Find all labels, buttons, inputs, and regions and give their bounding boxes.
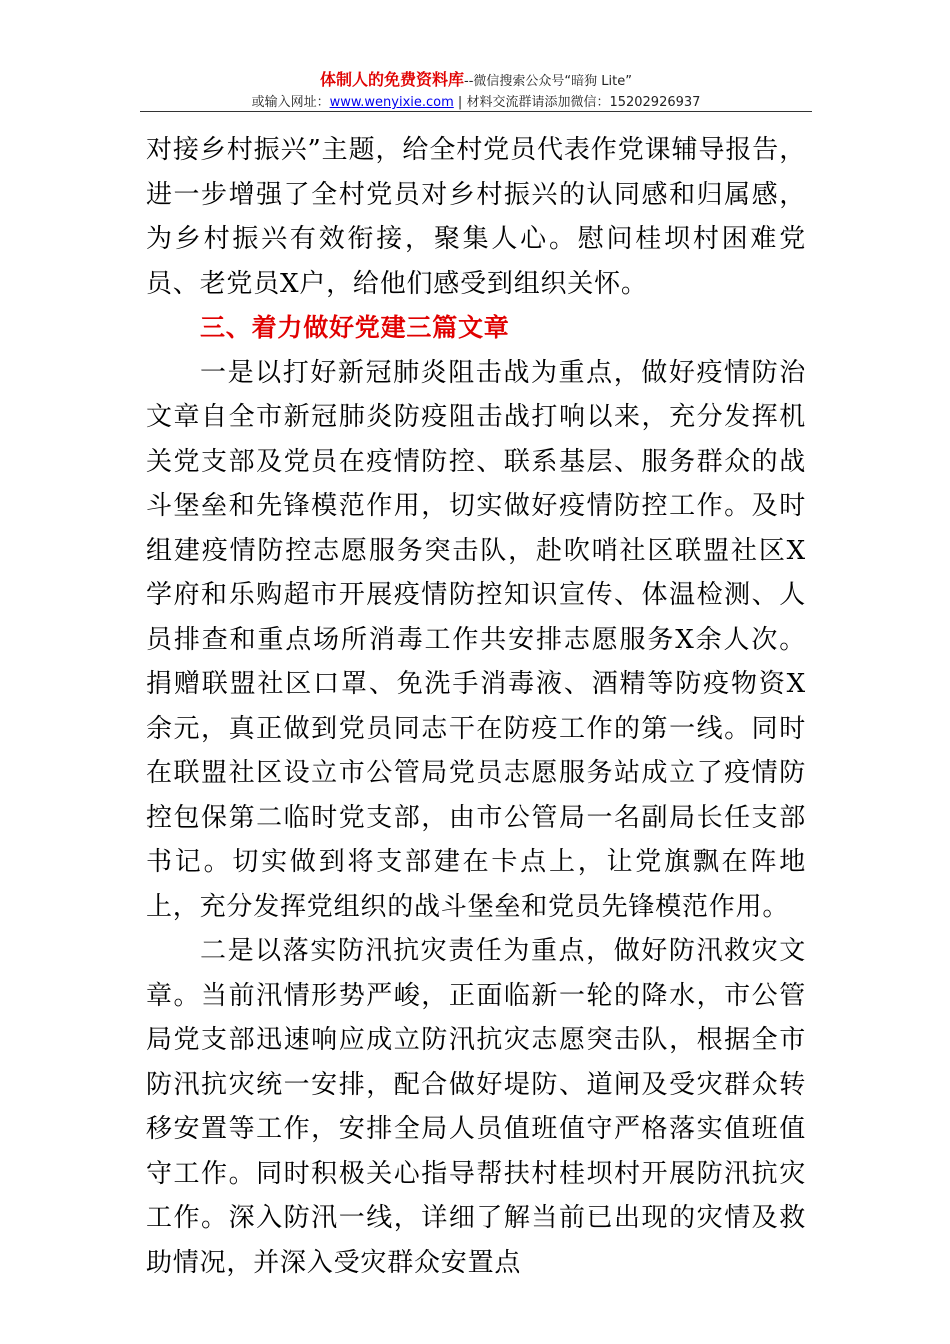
paragraph-epidemic: 一是以打好新冠肺炎阻击战为重点，做好疫情防治文章自全市新冠肺炎防疫阻击战打响以来，充分发挥机关党支部及党员在疫情防控、联系基层、服务群众的战斗堡垒和先锋模范作用，切实做好疫情防控工作。及时组建疫情防控志愿服务突击队，赴吹哨社区联盟社区X学府和乐购超市开展疫情防控知识宣传、体温检测、人员排查和重点场所消毒工作共安排志愿服务X余人次。捐赠联盟社区口罩、免洗手消毒液、酒精等防疫物资X余元，真正做到党员同志干在防疫工作的第一线。同时在联盟社区设立市公管局党员志愿服务站成立了疫情防控包保第二临时党支部，由市公管局一名副局长任支部书记。切实做到将支部建在卡点上，让党旗飘在阵地上，充分发挥党组织的战斗堡垒和党员先锋模范作用。: [146, 357, 806, 922]
header-title-line: [140, 70, 812, 92]
section-heading: 三、着力做好党建三篇文章: [200, 313, 510, 342]
header-url-line: [140, 93, 812, 113]
page-header: [140, 70, 812, 113]
header-title: 体制人的免费资料库: [320, 70, 465, 89]
header-url-prefix: 或输入网址：: [251, 95, 330, 110]
header-url-suffix: | 材料交流群请添加微信：15202926937: [453, 95, 701, 110]
document-body: [146, 128, 806, 1285]
paragraph-flood: 二是以落实防汛抗灾责任为重点，做好防汛救灾文章。当前汛情形势严峻，正面临新一轮的降水，市公管局党支部迅速响应成立防汛抗灾志愿突击队，根据全市防汛抗灾统一安排，配合做好堤防、道闸及受灾群众转移安置等工作，安排全局人员值班值守严格落实值班值守工作。同时积极关心指导帮扶村桂坝村开展防汛抗灾工作。深入防汛一线，详细了解当前已出现的灾情及救助情况，并深入受灾群众安置点: [146, 936, 806, 1278]
header-subtitle: --微信搜索公众号“暗狗 Lite”: [464, 74, 632, 89]
header-url-link[interactable]: www.wenyixie.com: [329, 95, 454, 110]
paragraph-continued: 对接乡村振兴”主题，给全村党员代表作党课辅导报告，进一步增强了全村党员对乡村振兴的认同感和归属感，为乡村振兴有效衔接，聚集人心。慰问桂坝村困难党员、老党员X户，给他们感受到组织关怀。: [146, 135, 806, 299]
header-divider: [140, 111, 812, 112]
